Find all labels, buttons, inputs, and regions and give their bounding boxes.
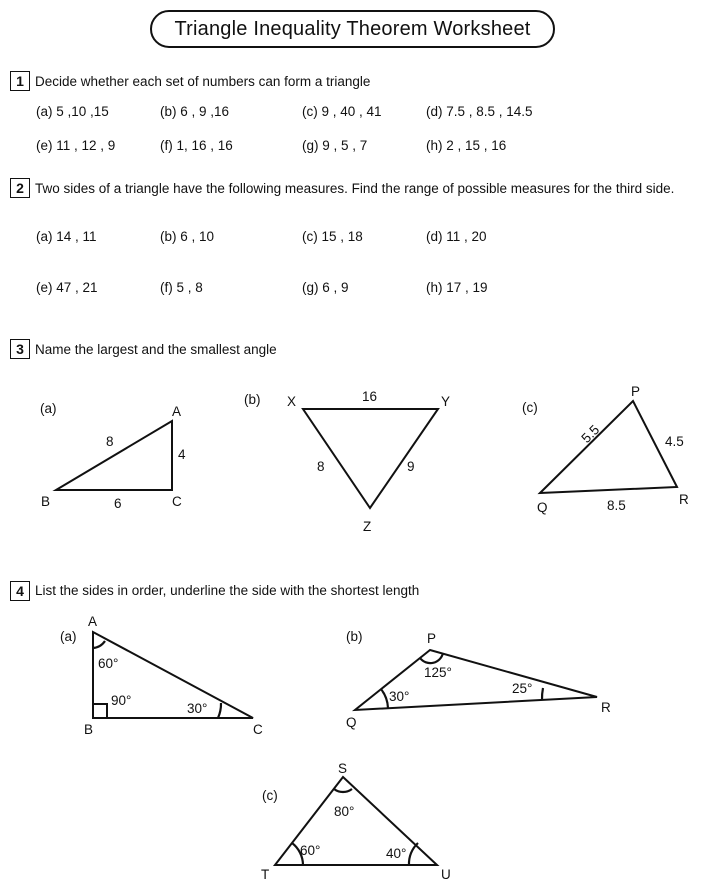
q3b-vertex-x: X [287,394,297,409]
q3c-vertex-q: Q [537,500,548,515]
q4a-angle-b: 90° [111,693,132,708]
q3b-side-xy: 16 [362,389,378,404]
q4b-angle-p: 125° [424,665,452,680]
q3a-label: (a) [40,401,57,416]
question-1-instruction: Decide whether each set of numbers can form a triangle [35,74,371,89]
q3a-vertex-c: C [172,494,182,509]
q1-item-e: (e) 11 , 12 , 9 [36,138,116,153]
q4c-angle-u: 40° [386,846,407,861]
question-2-instruction: Two sides of a triangle have the following measures. Find the range of possible measures for the third side. [35,181,675,196]
q2-item-e: (e) 47 , 21 [36,280,98,295]
question-2-number: 2 [10,178,30,198]
q2-item-d: (d) 11 , 20 [426,229,487,244]
q1-item-g: (g) 9 , 5 , 7 [302,138,368,153]
q3a-side-ac: 4 [178,447,186,462]
q4b-angle-q: 30° [389,689,410,704]
question-4-instruction: List the sides in order, underline the side with the shortest length [35,583,420,598]
q3a-triangle [56,421,172,490]
q2-item-g: (g) 6 , 9 [302,280,349,295]
q4a-vertex-c: C [253,722,263,737]
q1-item-f: (f) 1, 16 , 16 [160,138,233,153]
q3b-side-yz: 9 [407,459,415,474]
q4a-angle-c: 30° [187,701,208,716]
q3a-side-ab: 8 [106,434,114,449]
q4a-vertex-a: A [88,614,98,629]
q3b-vertex-y: Y [441,394,451,409]
question-3-instruction: Name the largest and the smallest angle [35,342,277,357]
q2-item-a: (a) 14 , 11 [36,229,97,244]
q4c-vertex-s: S [338,761,348,776]
q1-item-d: (d) 7.5 , 8.5 , 14.5 [426,104,533,119]
q2-item-c: (c) 15 , 18 [302,229,363,244]
q3c-vertex-r: R [679,492,689,507]
q1-item-h: (h) 2 , 15 , 16 [426,138,507,153]
q4a-label: (a) [60,629,77,644]
worksheet-title: Triangle Inequality Theorem Worksheet [150,10,555,48]
q4c-vertex-t: T [261,867,270,882]
q3a-side-bc: 6 [114,496,122,511]
question-3-number: 3 [10,339,30,359]
q2-item-f: (f) 5 , 8 [160,280,203,295]
q2-item-b: (b) 6 , 10 [160,229,215,244]
q2-item-h: (h) 17 , 19 [426,280,488,295]
q3c-vertex-p: P [631,384,641,399]
q3c-label: (c) [522,400,538,415]
q3b-side-xz: 8 [317,459,325,474]
q4c-label: (c) [262,788,278,803]
q4c-vertex-u: U [441,867,451,882]
q1-item-c: (c) 9 , 40 , 41 [302,104,382,119]
q3b-vertex-z: Z [363,519,372,534]
q4c-angle-t: 60° [300,843,321,858]
q4b-vertex-q: Q [346,715,357,730]
q3c-triangle [540,401,677,493]
q3c-side-qr: 8.5 [607,498,626,513]
q4c-arc-80 [334,789,352,792]
q4c-angle-s: 80° [334,804,355,819]
q3a-vertex-b: B [41,494,51,509]
q4a-arc-30 [218,703,221,718]
q4b-arc-30 [381,689,388,708]
q4b-arc-25 [542,688,543,700]
q3c-side-pq: 5.5 [578,422,603,446]
q4a-arc-60 [93,641,105,648]
q4b-label: (b) [346,629,363,644]
q3c-side-pr: 4.5 [665,434,684,449]
q1-item-b: (b) 6 , 9 ,16 [160,104,230,119]
q4b-vertex-p: P [427,631,437,646]
q4b-vertex-r: R [601,700,611,715]
q4b-angle-r: 25° [512,681,533,696]
q1-item-a: (a) 5 ,10 ,15 [36,104,109,119]
q4a-right-angle-mark [93,704,107,718]
q3b-label: (b) [244,392,261,407]
question-4-number: 4 [10,581,30,601]
q4a-vertex-b: B [84,722,94,737]
q3a-vertex-a: A [172,404,182,419]
q4a-angle-a: 60° [98,656,119,671]
question-1-number: 1 [10,71,30,91]
